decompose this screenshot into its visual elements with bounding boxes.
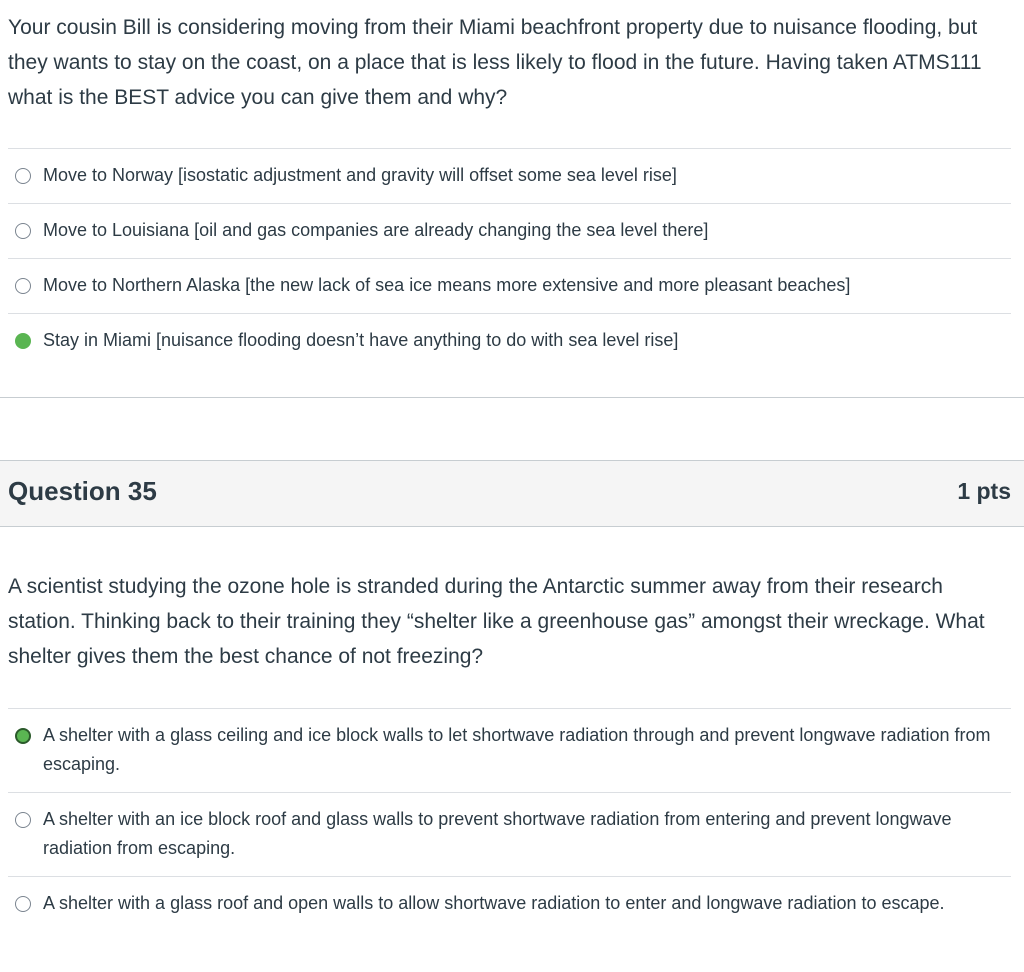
question-divider (0, 397, 1024, 398)
answer-option[interactable] (8, 876, 1011, 960)
radio-button[interactable] (15, 896, 31, 912)
question-34-text (8, 10, 1008, 115)
answer-label[interactable]: A shelter with a glass roof and open walls to allow shortwave radiation to enter and longwave radiation to escape. (43, 893, 945, 913)
answer-option[interactable] (8, 203, 1011, 258)
radio-button[interactable] (15, 223, 31, 239)
answer-label[interactable]: A shelter with a glass ceiling and ice block walls to let shortwave radiation through and prevent longwave radiation from escaping. (43, 725, 991, 774)
question-header (0, 460, 1024, 527)
radio-button-selected[interactable] (15, 333, 31, 349)
answer-option[interactable] (8, 148, 1011, 203)
radio-button[interactable] (15, 812, 31, 828)
question-35-answers (8, 708, 1011, 960)
question-title: Question 35 (8, 476, 157, 506)
question-35-text (8, 569, 1008, 674)
answer-label[interactable]: Move to Northern Alaska [the new lack of sea ice means more extensive and more pleasant beaches] (43, 275, 851, 295)
question-35-prompt: A scientist studying the ozone hole is stranded during the Antarctic summer away from their research station. Thinking back to their training they “shelter like a greenhouse gas” amongst their wreckage. What shelter gives them the best chance of not freezing? (8, 575, 985, 668)
answer-label[interactable]: Move to Louisiana [oil and gas companies are already changing the sea level there] (43, 220, 709, 240)
answer-label[interactable]: Stay in Miami [nuisance flooding doesn’t have anything to do with sea level rise] (43, 330, 679, 350)
answer-option[interactable] (8, 313, 1011, 368)
question-34-prompt: Your cousin Bill is considering moving from their Miami beachfront property due to nuisance flooding, but they wants to stay on the coast, on a place that is less likely to flood in the future. Having taken ATMS111 what is the BEST advice you can give them and why? (8, 16, 982, 109)
radio-button[interactable] (15, 278, 31, 294)
answer-option[interactable] (8, 792, 1011, 876)
radio-button-selected[interactable] (15, 728, 31, 744)
question-points: 1 pts (957, 478, 1011, 504)
question-34-answers (8, 148, 1011, 368)
answer-label[interactable]: Move to Norway [isostatic adjustment and gravity will offset some sea level rise] (43, 165, 677, 185)
answer-option[interactable] (8, 258, 1011, 313)
radio-button[interactable] (15, 168, 31, 184)
answer-label[interactable]: A shelter with an ice block roof and glass walls to prevent shortwave radiation from entering and prevent longwave radiation from escaping. (43, 809, 952, 858)
answer-option[interactable] (8, 708, 1011, 792)
